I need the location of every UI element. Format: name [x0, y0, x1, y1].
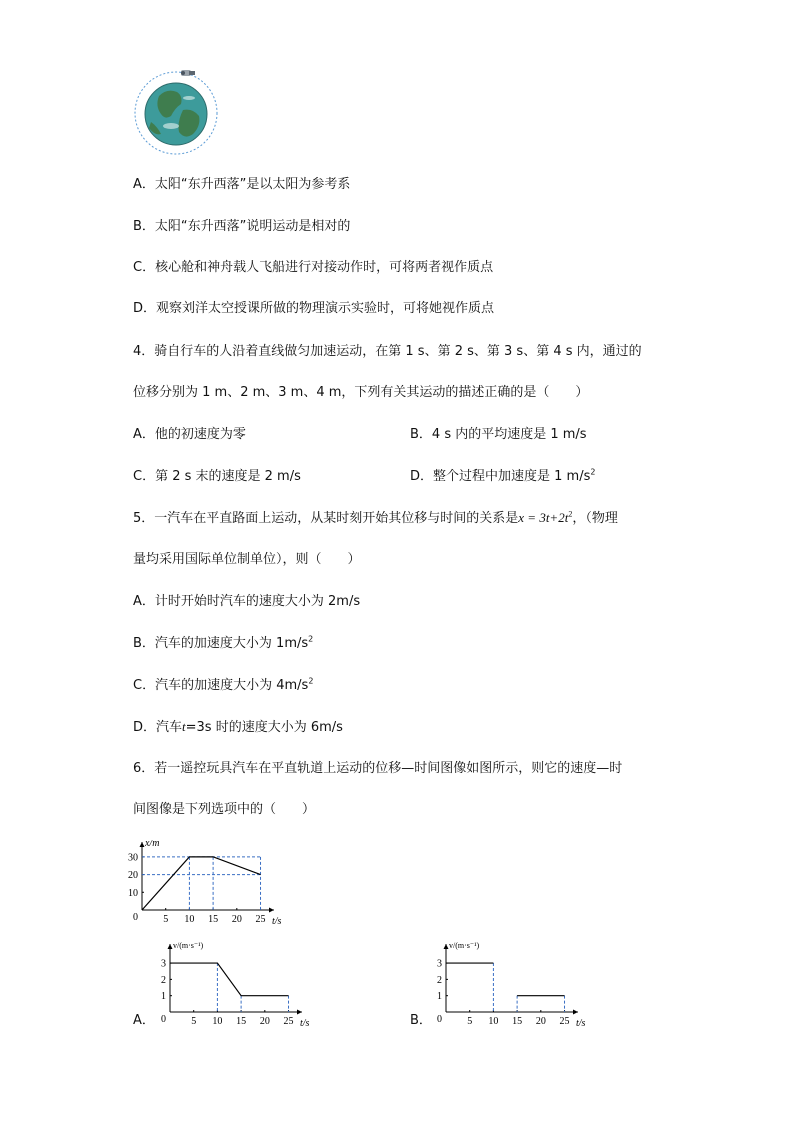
- q5-stem-line2: 量均采用国际单位制单位），则（ ）: [133, 552, 361, 567]
- y-tick-label: 10: [128, 887, 138, 899]
- origin-label: 0: [133, 912, 138, 923]
- y-axis-label: x/m: [145, 840, 160, 849]
- cloud: [163, 123, 179, 129]
- spacecraft-icon: [181, 70, 195, 76]
- x-tick-label: 15: [236, 1016, 247, 1027]
- series-line: [142, 857, 261, 910]
- y-axis-arrow: [444, 944, 449, 949]
- q5-option-a: A．计时开始时汽车的速度大小为 2m/s: [133, 594, 361, 609]
- q4-option-d-text: D．整个过程中加速度是 1 m/s: [410, 469, 591, 484]
- q3-option-b: B．太阳“东升西落”说明运动是相对的: [133, 219, 351, 234]
- y-tick-label: 1: [161, 991, 166, 1003]
- q4-stem-line1: 4．骑自行车的人沿着直线做匀加速运动，在第 1 s、第 2 s、第 3 s、第 4 s 内，通过的: [133, 344, 642, 359]
- q5-stem-line1: [133, 509, 618, 528]
- q6-stem-line1: 6．若一遥控玩具汽车在平直轨道上运动的位移—时间图像如图所示，则它的速度—时: [133, 761, 623, 776]
- series-line: [170, 963, 289, 996]
- x-tick-label: 10: [184, 914, 195, 925]
- y-axis-arrow: [140, 842, 145, 847]
- x-tick-label: 25: [559, 1016, 570, 1027]
- q5-option-c: [133, 677, 313, 695]
- x-tick-label: 10: [488, 1016, 499, 1027]
- y-tick-label: 30: [128, 852, 138, 864]
- q5-option-b: [133, 635, 313, 653]
- x-tick-label: 5: [191, 1016, 197, 1027]
- x-tick-label: 20: [231, 914, 242, 925]
- superscript: 2: [308, 676, 314, 686]
- y-axis-label: v/(m·s⁻¹): [449, 941, 480, 950]
- x-tick-label: 20: [535, 1016, 546, 1027]
- vt-graph-option-b: [426, 940, 586, 1028]
- q6-option-a-label: A．: [133, 1013, 155, 1028]
- q5-option-d-pre: D．汽车: [133, 720, 183, 735]
- q5-option-b-text: B．汽车的加速度大小为 1m/s: [133, 636, 309, 651]
- y-tick-label: 1: [437, 991, 442, 1003]
- x-axis-label: t/s: [300, 1018, 310, 1028]
- x-tick-label: 15: [208, 914, 219, 925]
- q5-formula: x = 3t+2t: [518, 510, 569, 525]
- x-tick-label: 5: [163, 914, 169, 925]
- y-axis-arrow: [168, 944, 173, 949]
- y-tick-label: 3: [437, 958, 442, 970]
- cloud: [183, 96, 195, 100]
- q5-option-d-post: =3s 时的速度大小为 6m/s: [185, 720, 343, 735]
- xt-graph: [128, 840, 288, 925]
- q3-option-d: D．观察刘洋太空授课所做的物理演示实验时，可将她视作质点: [133, 301, 495, 316]
- q5-option-d: [133, 718, 343, 737]
- y-tick-label: 2: [161, 974, 166, 986]
- q5-option-c-text: C．汽车的加速度大小为 4m/s: [133, 678, 309, 693]
- x-axis-label: t/s: [272, 916, 282, 925]
- origin-label: 0: [161, 1014, 166, 1025]
- y-tick-label: 3: [161, 958, 166, 970]
- superscript: 2: [590, 467, 596, 477]
- earth-orbit-illustration: [131, 66, 221, 158]
- y-axis-label: v/(m·s⁻¹): [173, 941, 204, 950]
- x-tick-label: 10: [212, 1016, 223, 1027]
- x-tick-label: 15: [512, 1016, 523, 1027]
- q4-option-a: A．他的初速度为零: [133, 427, 246, 442]
- q3-option-c: C．核心舱和神舟载人飞船进行对接动作时，可将两者视作质点: [133, 260, 494, 275]
- superscript: 2: [568, 509, 573, 519]
- x-tick-label: 20: [259, 1016, 270, 1027]
- q6-option-b-label: B．: [410, 1013, 432, 1028]
- superscript: 2: [308, 634, 314, 644]
- origin-label: 0: [437, 1014, 442, 1025]
- x-axis-arrow: [573, 1010, 578, 1015]
- x-axis-arrow: [297, 1010, 302, 1015]
- x-axis-arrow: [269, 908, 274, 913]
- q5-stem-pre: 5．一汽车在平直路面上运动，从某时刻开始其位移与时间的关系是: [133, 511, 519, 526]
- q6-stem-line2: 间图像是下列选项中的（ ）: [133, 802, 316, 817]
- q5-option-d-var: t: [182, 719, 186, 734]
- x-tick-label: 5: [467, 1016, 473, 1027]
- y-tick-label: 20: [128, 870, 138, 882]
- q4-option-b: B．4 s 内的平均速度是 1 m/s: [410, 427, 587, 442]
- x-tick-label: 25: [283, 1016, 294, 1027]
- q4-option-c: C．第 2 s 末的速度是 2 m/s: [133, 469, 301, 484]
- y-tick-label: 2: [437, 974, 442, 986]
- x-axis-label: t/s: [576, 1018, 586, 1028]
- vt-graph-option-a: [150, 940, 310, 1028]
- x-tick-label: 25: [255, 914, 266, 925]
- q4-option-d: [410, 468, 595, 486]
- q4-stem-line2: 位移分别为 1 m、2 m、3 m、4 m，下列有关其运动的描述正确的是（ ）: [133, 385, 589, 400]
- q3-option-a: A．太阳“东升西落”是以太阳为参考系: [133, 177, 351, 192]
- q5-stem-post: ，（物理: [572, 511, 618, 526]
